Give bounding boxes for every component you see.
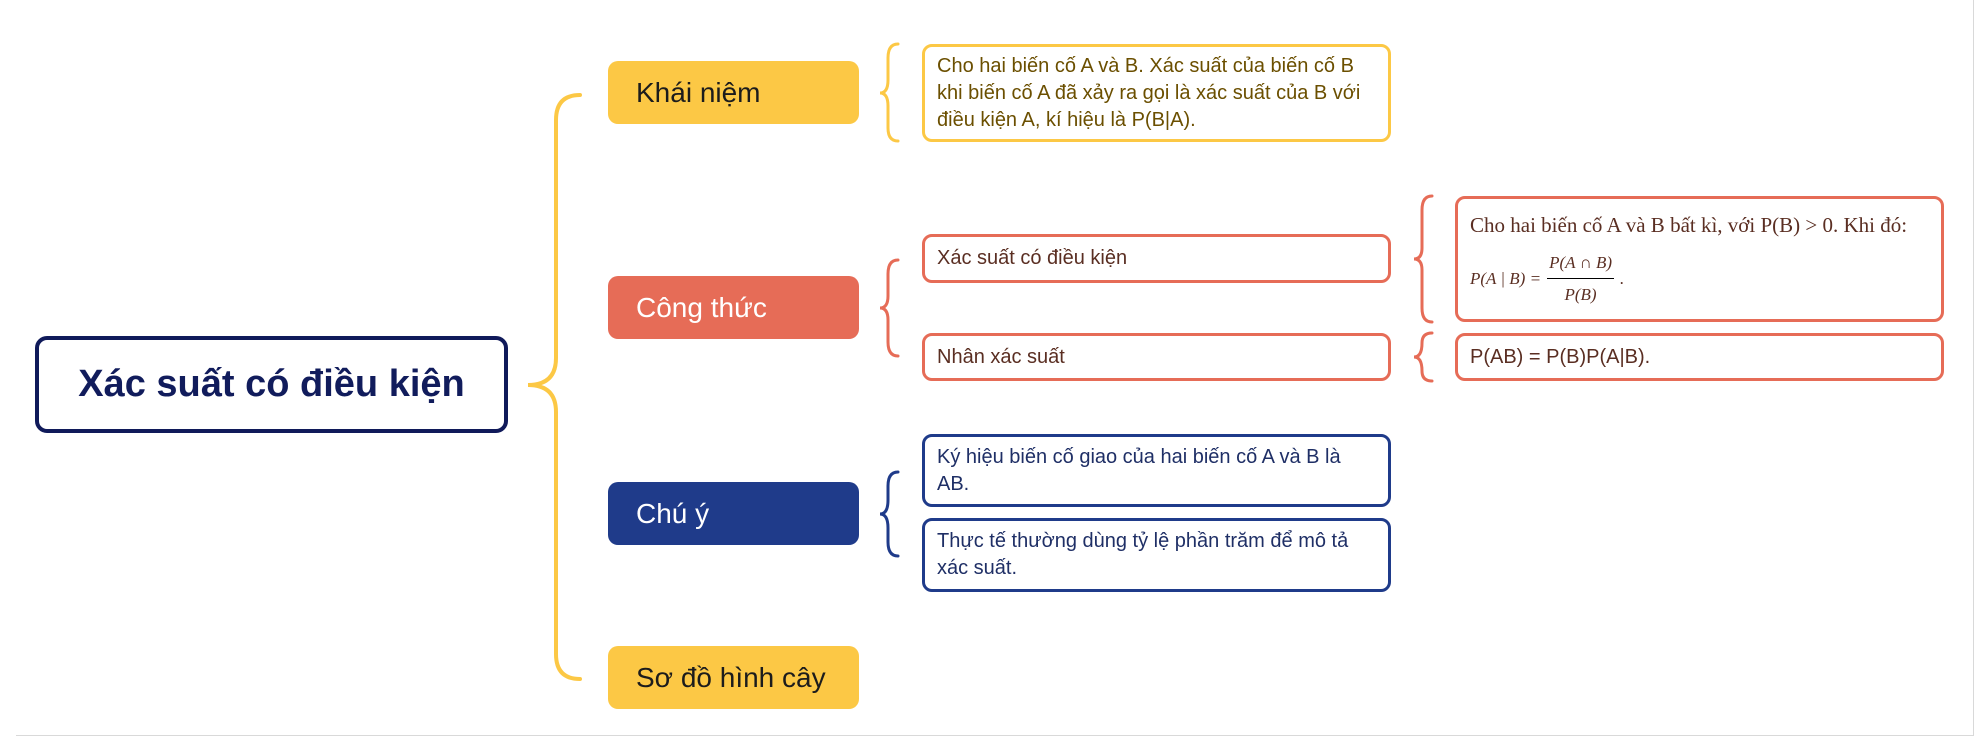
note-text: Thực tế thường dùng tỷ lệ phần trăm để mô tả xác suất. [937,530,1349,579]
category-label: Chú ý [636,497,710,529]
note-text: Ký hiệu biến cố giao của hai biến cố A và B là AB. [937,445,1341,495]
xac-suat-brace [1414,196,1432,322]
category-label: Công thức [636,291,767,323]
formula-intro: Cho hai biến cố A và B bất kì, với P(B) > 0. Khi đó: [1470,212,1908,237]
category-chu-y [608,482,859,545]
definition-box [922,44,1391,142]
multiplication-node [922,333,1391,381]
root-brace [528,95,580,679]
formula-tail: . [1620,268,1625,288]
multiplication-formula: P(AB) = P(B)P(A|B). [1470,345,1651,368]
formula-lhs: P(A | B) = [1470,268,1542,288]
node-label: Xác suất có điều kiện [937,247,1128,269]
conditional-probability-node [922,234,1391,283]
multiplication-formula-box [1455,333,1944,381]
note-intersection [922,434,1391,507]
category-so-do-hinh-cay [608,646,859,709]
chu-y-brace [880,472,898,556]
category-khai-niem [608,61,859,124]
node-label: Nhân xác suất [937,345,1065,368]
conditional-formula [1470,249,1624,308]
root-title: Xác suất có điều kiện [78,363,465,405]
definition-text: Cho hai biến cố A và B. Xác suất của biến cố B khi biến cố A đã xảy ra gọi là xác suất của B với điều kiện A, kí hiệu là P(B|A). [937,54,1361,131]
formula-box [1455,196,1944,322]
cong-thuc-brace [880,260,898,356]
formula-fraction [1547,249,1614,308]
root-topic [35,336,508,433]
khai-niem-brace [880,44,898,141]
category-label: Sơ đồ hình cây [636,661,826,693]
note-percentage [922,518,1391,592]
formula-numerator: P(A ∩ B) [1547,249,1614,279]
formula-denominator: P(B) [1564,284,1597,304]
category-cong-thuc [608,276,859,339]
category-label: Khái niệm [636,76,761,108]
nhan-xac-suat-brace [1414,333,1432,381]
